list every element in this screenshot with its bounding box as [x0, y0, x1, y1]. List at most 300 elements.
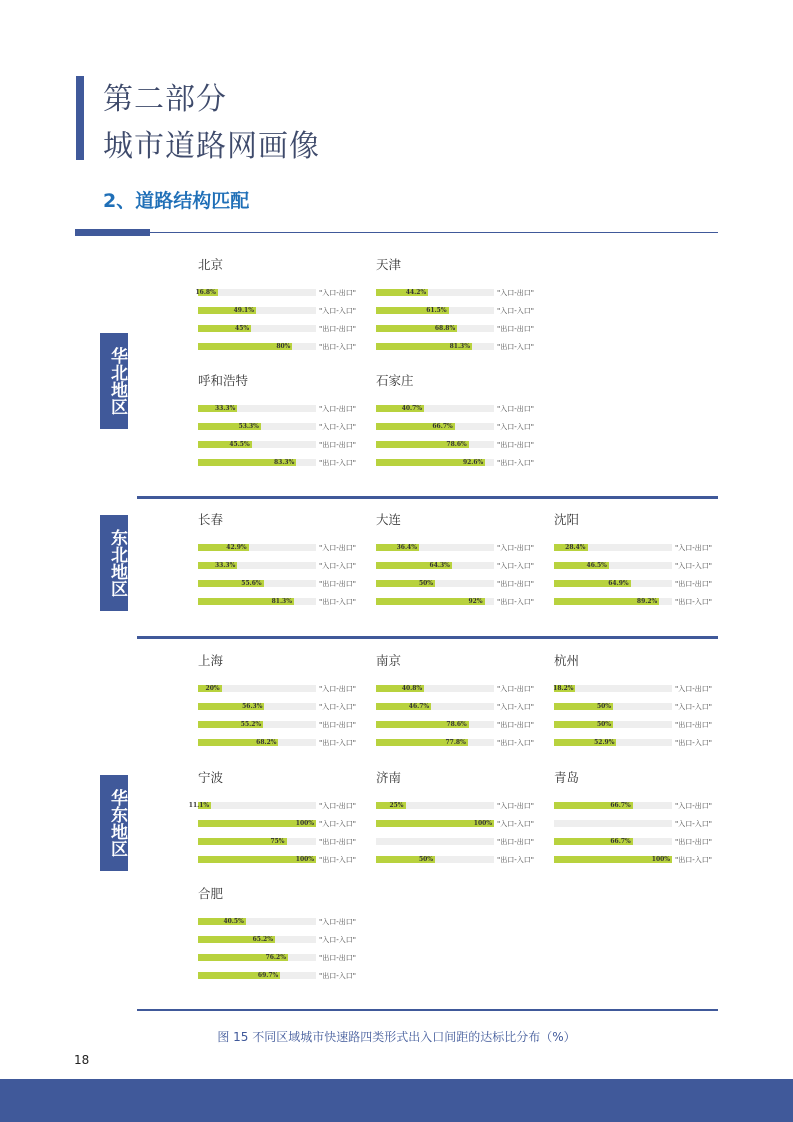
bar-category-label: "入口-出口": [319, 289, 356, 297]
bar: [198, 544, 249, 551]
bar-value-label: 81.3%: [271, 598, 292, 605]
bar-track: [554, 562, 672, 569]
bar: [554, 802, 633, 809]
bar: [376, 459, 485, 466]
bar: [198, 598, 294, 605]
bar-category-label: "出口-入口": [497, 856, 534, 864]
bar-category-label: "出口-入口": [319, 972, 356, 980]
bar-value-label: 56.3%: [242, 703, 263, 710]
bar-value-label: 75%: [270, 838, 285, 845]
bar: [376, 598, 485, 605]
bar-value-label: 45%: [235, 325, 250, 332]
bar-track: [198, 972, 316, 979]
bar: [376, 856, 435, 863]
bar: [198, 838, 287, 845]
city-name: 沈阳: [554, 512, 580, 527]
bar: [376, 580, 435, 587]
bar-track: [376, 544, 494, 551]
bar: [376, 423, 455, 430]
bar-category-label: "入口-出口": [675, 685, 712, 693]
bar-category-label: "入口-出口": [319, 405, 356, 413]
bar-value-label: 49.1%: [233, 307, 254, 314]
bar-row: [376, 595, 534, 613]
bar: [198, 936, 275, 943]
bar-row: [376, 835, 534, 853]
bar-row: [376, 541, 534, 559]
bar-value-label: 81.3%: [449, 343, 470, 350]
bar-category-label: "入口-出口": [319, 802, 356, 810]
city-name: 青岛: [554, 770, 580, 785]
city-chart: [198, 651, 356, 754]
bar: [198, 739, 278, 746]
bar-row: [376, 438, 534, 456]
bar-track: [198, 685, 316, 692]
bar-value-label: 66.7%: [610, 838, 631, 845]
bar: [198, 685, 222, 692]
bar: [376, 802, 406, 809]
bar-value-label: 83.3%: [273, 459, 295, 466]
bar-row: [376, 799, 534, 817]
bar: [376, 820, 494, 827]
bar-category-label: "出口-入口": [319, 343, 356, 351]
bar-category-label: "入口-出口": [319, 918, 356, 926]
bar-row: [554, 577, 712, 595]
bar: [195, 289, 218, 296]
bar-track: [198, 459, 316, 466]
bar-value-label: 68.2%: [256, 739, 277, 746]
bar-row: [376, 700, 534, 718]
bar-value-label: 78.6%: [446, 721, 467, 728]
bar-category-label: "出口-入口": [319, 739, 356, 747]
bar-track: [554, 739, 672, 746]
bar-row: [554, 682, 712, 700]
bar-row: [376, 736, 534, 754]
bar-value-label: 40.5%: [223, 918, 244, 925]
bar-row: [376, 577, 534, 595]
bar-value-label: 92%: [468, 598, 483, 605]
city-chart: [376, 651, 534, 754]
bar-row: [198, 817, 356, 835]
bar-value-label: 64.9%: [608, 580, 629, 587]
bar: [554, 580, 631, 587]
bar-track: [554, 838, 672, 845]
bar-row: [376, 559, 534, 577]
bar-track: [198, 739, 316, 746]
bar-track: [554, 703, 672, 710]
bar-category-label: "出口-出口": [319, 441, 356, 449]
bar-category-label: "入口-入口": [319, 703, 356, 711]
bar-track: [198, 405, 316, 412]
bar-category-label: "入口-出口": [675, 544, 712, 552]
bar-row: [376, 853, 534, 871]
bar-row: [376, 286, 534, 304]
bar-row: [376, 322, 534, 340]
bar: [376, 289, 428, 296]
bar-category-label: "出口-入口": [319, 856, 356, 864]
bar-value-label: 55.6%: [241, 580, 262, 587]
bar: [198, 307, 256, 314]
bar-category-label: "出口-入口": [675, 598, 712, 606]
bar-value-label: 36.4%: [396, 544, 417, 551]
bar-value-label: 100%: [295, 856, 314, 863]
bar-value-label: 76.2%: [265, 954, 286, 961]
bar-row: [198, 559, 356, 577]
bar-track: [376, 307, 494, 314]
bar-track: [376, 441, 494, 448]
bar: [554, 721, 613, 728]
bar-category-label: "出口-出口": [675, 721, 712, 729]
bar-track: [198, 936, 316, 943]
bar: [376, 703, 431, 710]
bar: [554, 544, 588, 551]
bar-row: [198, 322, 356, 340]
bar-row: [376, 718, 534, 736]
bar-track: [198, 325, 316, 332]
city-chart: [198, 371, 356, 474]
bar-track: [198, 562, 316, 569]
bar-category-label: "出口-入口": [675, 856, 712, 864]
bar-track: [554, 820, 672, 827]
bar: [376, 562, 452, 569]
bar-category-label: "入口-入口": [497, 307, 534, 315]
subsection-heading: 2、道路结构匹配: [103, 190, 250, 212]
bar: [376, 739, 468, 746]
bar-track: [554, 544, 672, 551]
bar-track: [198, 954, 316, 961]
bar: [376, 325, 457, 332]
bar-row: [376, 817, 534, 835]
bar: [554, 703, 613, 710]
bar-value-label: 33.3%: [214, 405, 236, 412]
city-chart: [376, 768, 534, 871]
bar-row: [198, 933, 356, 951]
bar-category-label: "出口-出口": [319, 838, 356, 846]
bar-value-label: 52.9%: [594, 739, 615, 746]
bar-track: [554, 721, 672, 728]
bar-category-label: "入口-出口": [497, 544, 534, 552]
bar: [554, 838, 633, 845]
bar: [188, 802, 211, 809]
bar: [554, 856, 672, 863]
bar-track: [198, 703, 316, 710]
bar-row: [376, 340, 534, 358]
bar-row: [554, 835, 712, 853]
region-label-text: 华北地区: [107, 347, 127, 415]
bar-value-label: 45.5%: [229, 441, 250, 448]
bar-value-label: 11.1%: [188, 802, 210, 809]
bar-row: [198, 456, 356, 474]
bar-value-label: 89.2%: [636, 598, 658, 605]
bar-track: [376, 838, 494, 845]
city-name: 上海: [198, 653, 224, 668]
bar-category-label: "入口-入口": [497, 703, 534, 711]
bar-category-label: "出口-出口": [319, 721, 356, 729]
city-chart: [554, 651, 712, 754]
bar: [198, 972, 280, 979]
city-name: 大连: [376, 512, 402, 527]
bar: [376, 441, 469, 448]
bar: [198, 423, 261, 430]
region-separator: [137, 496, 718, 499]
bar-track: [376, 580, 494, 587]
bar-row: [198, 541, 356, 559]
city-chart: [195, 255, 356, 358]
bar-row: [188, 799, 356, 817]
city-chart: [376, 255, 534, 358]
bar-track: [554, 802, 672, 809]
bar-value-label: 50%: [418, 856, 433, 863]
bar-category-label: "入口-出口": [497, 405, 534, 413]
city-name: 北京: [198, 257, 224, 272]
bar-row: [554, 559, 712, 577]
bar-row: [198, 700, 356, 718]
bar-track: [198, 856, 316, 863]
bar: [198, 325, 251, 332]
bar-track: [376, 703, 494, 710]
bar-value-label: 53.3%: [238, 423, 259, 430]
bar-category-label: "出口-出口": [319, 954, 356, 962]
bar: [198, 343, 292, 350]
bar-row: [198, 835, 356, 853]
bar-track: [198, 820, 316, 827]
bar-row: [198, 595, 356, 613]
bar: [376, 685, 424, 692]
bar-value-label: 64.3%: [429, 562, 450, 569]
bar-track: [198, 441, 316, 448]
bar-row: [554, 541, 712, 559]
bar-category-label: "入口-入口": [497, 820, 534, 828]
bar: [198, 405, 237, 412]
bar-value-label: 28.4%: [565, 544, 586, 551]
region-label-northeast: [100, 515, 128, 611]
bar-track: [376, 598, 494, 605]
bar-row: [554, 799, 712, 817]
bar-category-label: "出口-入口": [319, 459, 356, 467]
bar: [198, 856, 316, 863]
bar-track: [188, 802, 316, 809]
bar: [554, 598, 659, 605]
city-chart: [198, 884, 356, 987]
bar-track: [376, 289, 494, 296]
bar-category-label: "入口-出口": [497, 802, 534, 810]
bar: [198, 441, 252, 448]
region-label-text: 华东地区: [107, 789, 127, 857]
city-chart: [554, 510, 712, 613]
bar: [198, 580, 264, 587]
bar-track: [198, 580, 316, 587]
bar-track: [376, 562, 494, 569]
bar-row: [554, 700, 712, 718]
bar-category-label: "入口-入口": [319, 307, 356, 315]
section-subtitle-title: 城市道路网画像: [103, 129, 320, 164]
bar-value-label: 40.8%: [401, 685, 423, 692]
bar-value-label: 46.7%: [408, 703, 430, 710]
title-accent-bar: [76, 76, 84, 160]
bar-category-label: "出口-入口": [675, 739, 712, 747]
city-name: 南京: [376, 653, 402, 668]
region-separator: [137, 636, 718, 639]
city-name: 合肥: [198, 886, 224, 901]
bar-row: [198, 915, 356, 933]
bar-value-label: 100%: [295, 820, 314, 827]
bar-row: [198, 438, 356, 456]
bar-category-label: "入口-出口": [497, 685, 534, 693]
bar-value-label: 78.6%: [446, 441, 467, 448]
bar-row: [554, 736, 712, 754]
bar-value-label: 80%: [276, 343, 291, 350]
bar-category-label: "出口-出口": [319, 325, 356, 333]
bar-track: [376, 820, 494, 827]
bar-value-label: 100%: [473, 820, 492, 827]
bar-track: [198, 598, 316, 605]
bar: [198, 820, 316, 827]
bar-value-label: 40.7%: [401, 405, 423, 412]
bar-category-label: "出口-出口": [675, 838, 712, 846]
bar: [376, 544, 419, 551]
bar-track: [198, 544, 316, 551]
bar-value-label: 100%: [651, 856, 670, 863]
bar: [198, 721, 263, 728]
bar-value-label: 33.3%: [214, 562, 236, 569]
bar-value-label: 18.2%: [553, 685, 574, 692]
bar-track: [554, 598, 672, 605]
bar: [554, 739, 616, 746]
heading-rule-thin: [150, 232, 718, 233]
bar-track: [376, 343, 494, 350]
bar-track: [376, 459, 494, 466]
bar-category-label: "入口-入口": [497, 423, 534, 431]
bar-category-label: "入口-入口": [319, 423, 356, 431]
bar: [376, 405, 424, 412]
bar-category-label: "入口-入口": [675, 562, 712, 570]
bar-track: [195, 289, 316, 296]
bar-value-label: 68.8%: [434, 325, 456, 332]
bar-category-label: "出口-出口": [675, 580, 712, 588]
city-name: 宁波: [198, 770, 224, 785]
bar-row: [554, 718, 712, 736]
bar-track: [376, 721, 494, 728]
bar-row: [198, 682, 356, 700]
city-chart: [376, 371, 534, 474]
bar-category-label: "入口-出口": [319, 544, 356, 552]
city-name: 杭州: [554, 653, 580, 668]
region-label-north: [100, 333, 128, 429]
city-name: 呼和浩特: [198, 373, 249, 388]
bar-track: [198, 838, 316, 845]
bar-value-label: 16.8%: [195, 289, 216, 296]
city-chart: [376, 510, 534, 613]
city-name: 石家庄: [376, 373, 414, 388]
bar-category-label: "入口-入口": [319, 936, 356, 944]
bar-row: [198, 853, 356, 871]
figure-caption: 图 15 不同区域城市快速路四类形式出入口间距的达标比分布（%）: [217, 1030, 576, 1044]
bar-track: [198, 721, 316, 728]
bar-value-label: 77.8%: [445, 739, 466, 746]
bar-value-label: 42.9%: [226, 544, 247, 551]
bar-value-label: 25%: [389, 802, 404, 809]
bar-row: [376, 682, 534, 700]
bar-row: [554, 595, 712, 613]
chart-bottom-rule: [137, 1009, 718, 1011]
bar-track: [376, 802, 494, 809]
bar-category-label: "入口-入口": [319, 562, 356, 570]
bar: [198, 703, 264, 710]
bar-value-label: 92.6%: [462, 459, 484, 466]
bar-value-label: 65.2%: [252, 936, 273, 943]
bar-category-label: "入口-入口": [497, 562, 534, 570]
bar: [198, 562, 237, 569]
bar-category-label: "出口-入口": [497, 598, 534, 606]
bar-value-label: 50%: [418, 580, 433, 587]
bar-row: [198, 304, 356, 322]
page-number: 18: [74, 1053, 90, 1067]
bar-track: [376, 856, 494, 863]
bar-category-label: "入口-入口": [675, 820, 712, 828]
bar-value-label: 44.2%: [405, 289, 427, 296]
bar-row: [554, 817, 712, 835]
bar-row: [554, 853, 712, 871]
bar-row: [198, 736, 356, 754]
bar: [376, 343, 472, 350]
bar-category-label: "出口-出口": [497, 838, 534, 846]
bar: [554, 685, 575, 692]
bar: [198, 954, 288, 961]
bar-row: [376, 456, 534, 474]
bar-row: [198, 718, 356, 736]
bar-row: [198, 951, 356, 969]
bar: [554, 562, 609, 569]
bar-category-label: "出口-出口": [497, 721, 534, 729]
bar-category-label: "入口-入口": [319, 820, 356, 828]
region-label-east: [100, 775, 128, 871]
bar-value-label: 66.7%: [610, 802, 631, 809]
city-chart: [198, 510, 356, 613]
bar-value-label: 55.2%: [240, 721, 262, 728]
bar-row: [198, 969, 356, 987]
bar-row: [376, 304, 534, 322]
bar-value-label: 50%: [596, 703, 611, 710]
bar-category-label: "入口-出口": [675, 802, 712, 810]
bar-track: [198, 343, 316, 350]
bar-category-label: "入口-入口": [675, 703, 712, 711]
bar-value-label: 50%: [596, 721, 611, 728]
bar-track: [198, 918, 316, 925]
city-name: 天津: [376, 257, 402, 272]
bar-category-label: "出口-出口": [497, 580, 534, 588]
bar-row: [195, 286, 356, 304]
footer-band: [0, 1079, 793, 1122]
bar-track: [198, 307, 316, 314]
bar-track: [376, 685, 494, 692]
city-name: 济南: [376, 770, 402, 785]
bar-track: [376, 325, 494, 332]
bar-row: [198, 340, 356, 358]
bar-category-label: "出口-入口": [497, 739, 534, 747]
bar: [376, 721, 469, 728]
bar-track: [198, 423, 316, 430]
bar-track: [376, 423, 494, 430]
bar-category-label: "出口-入口": [497, 343, 534, 351]
bar-row: [198, 420, 356, 438]
bar-category-label: "出口-入口": [497, 459, 534, 467]
bar-row: [376, 420, 534, 438]
bar-row: [376, 402, 534, 420]
bar-value-label: 69.7%: [257, 972, 279, 979]
heading-rule-thick: [75, 229, 150, 236]
bar: [376, 307, 449, 314]
bar-row: [198, 577, 356, 595]
bar-category-label: "出口-入口": [319, 598, 356, 606]
